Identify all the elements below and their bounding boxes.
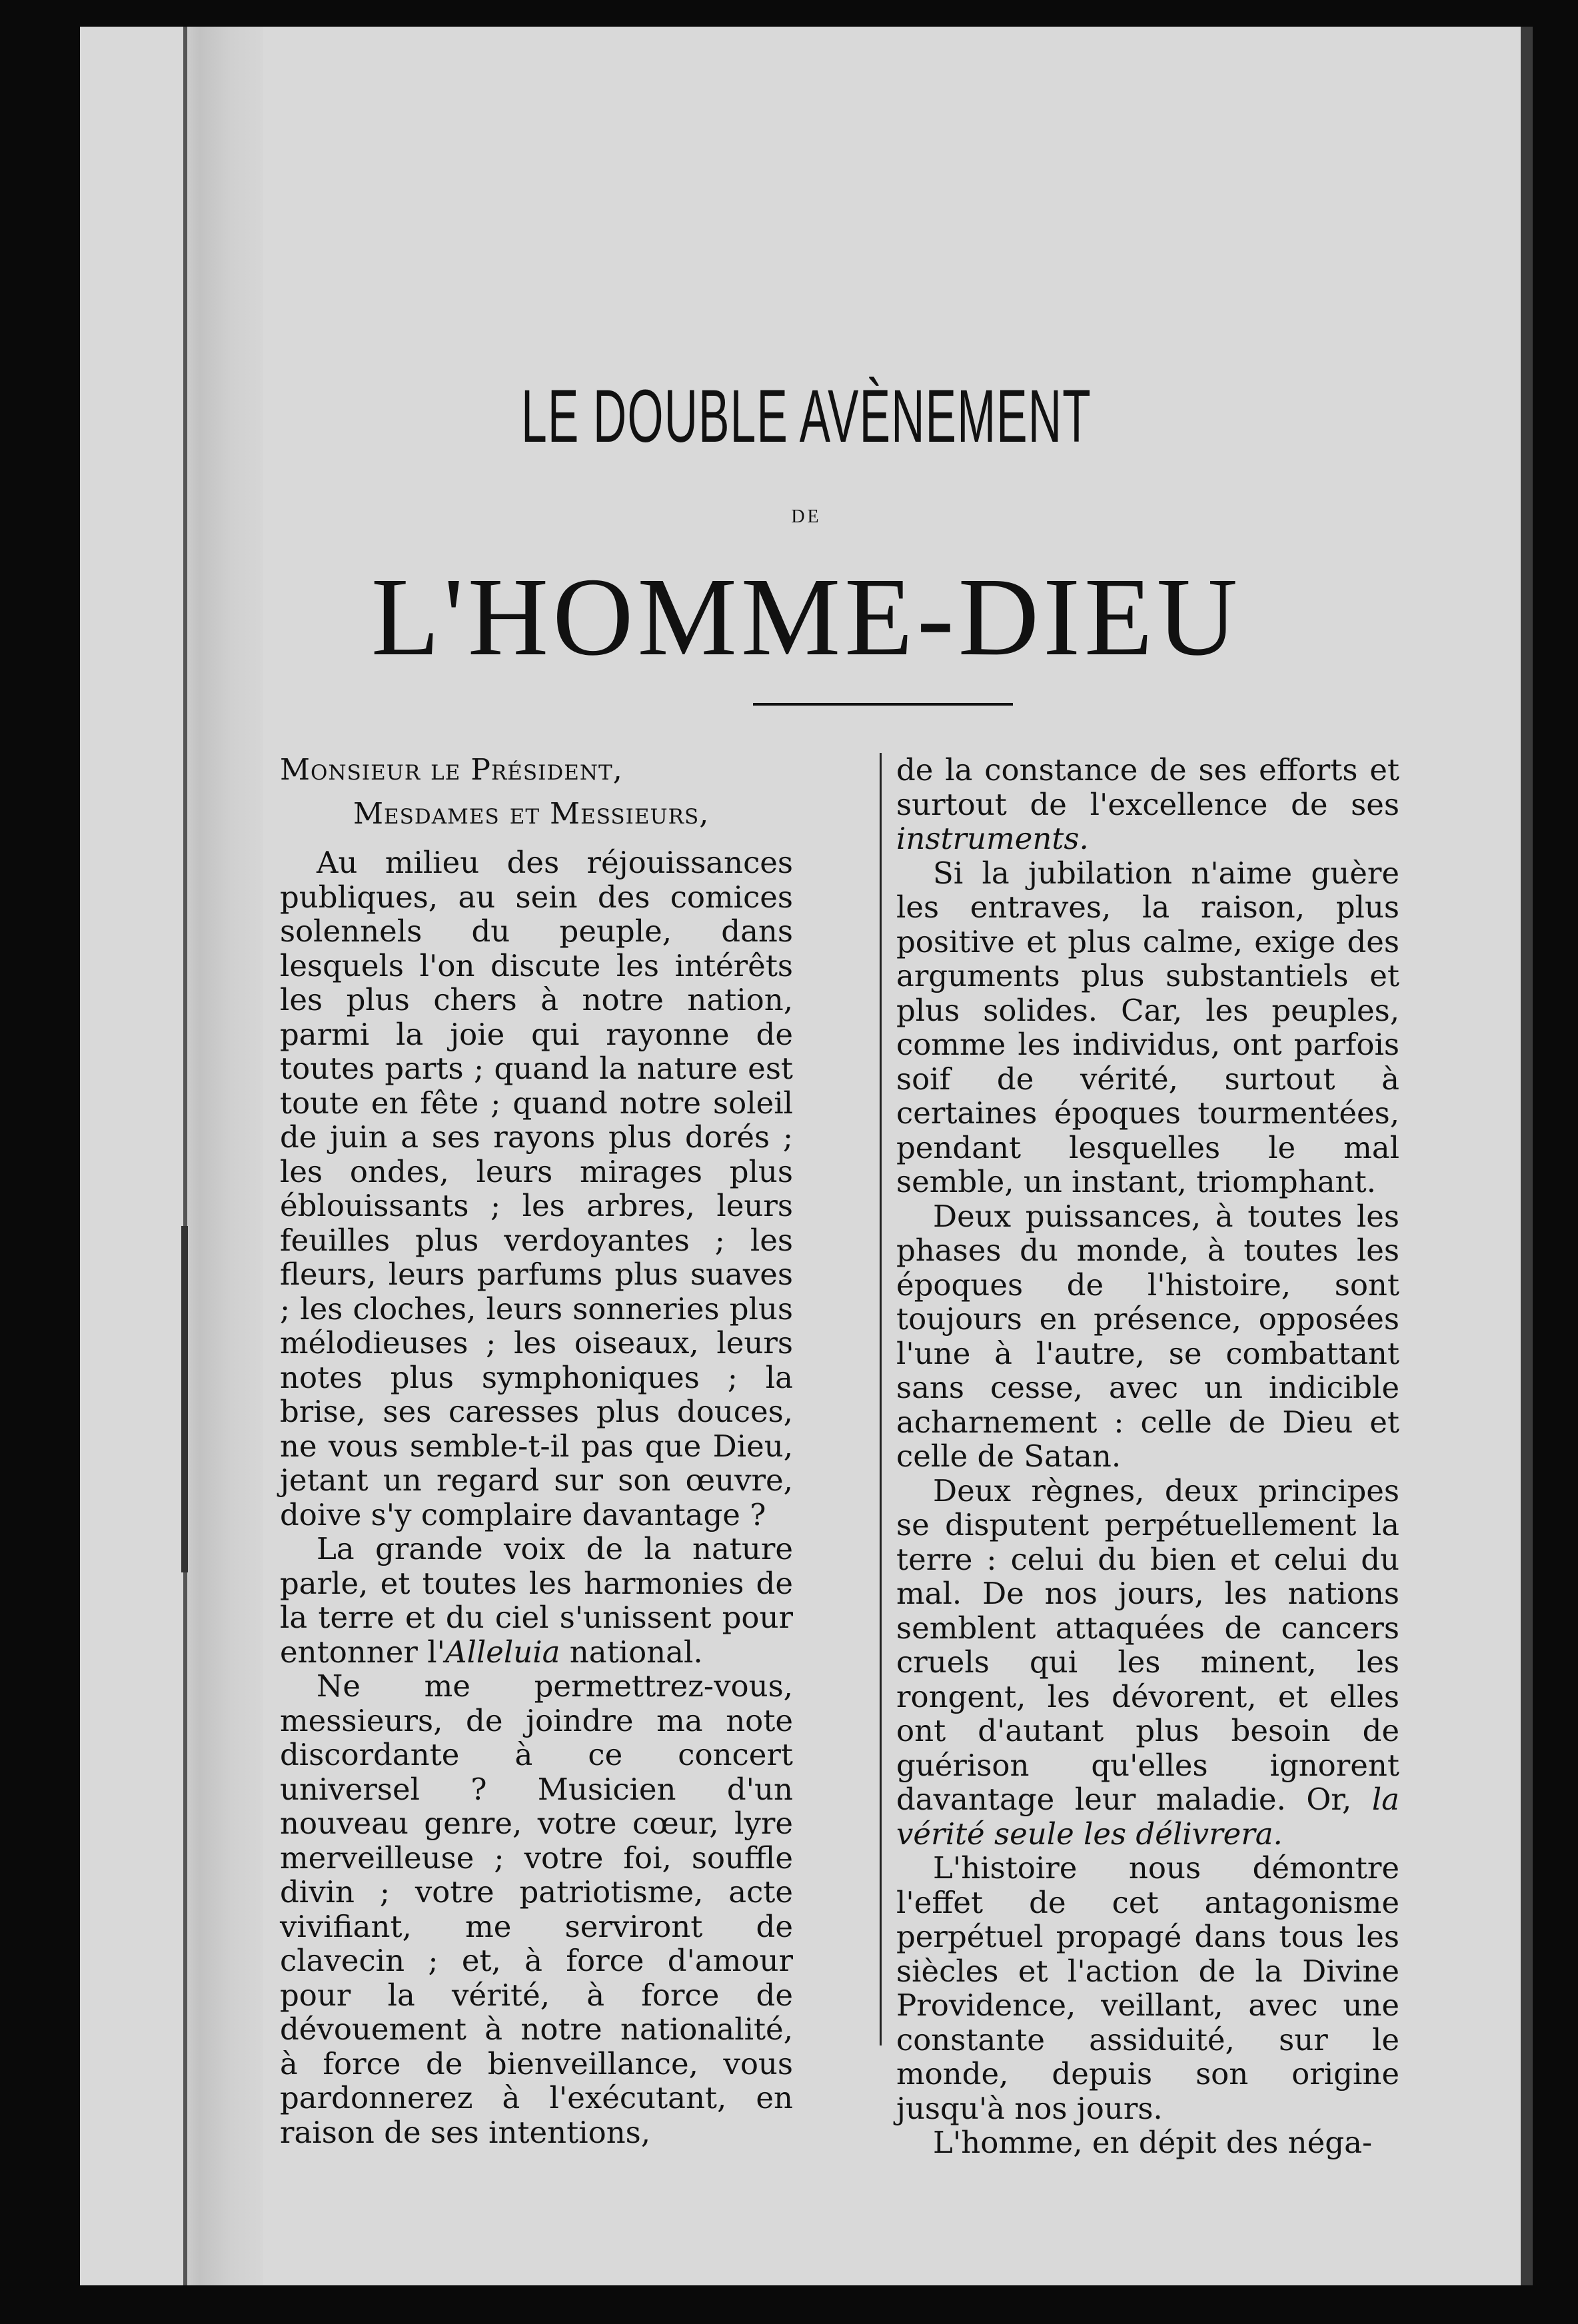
paragraph: Si la jubilation n'aime guère les entraves, la raison, plus positive et plus calme, exige des arguments plus substantiels et plus solides. Car, les peuples, comme les individus, ont parfois soif de vérité, surtout à certaines époques tourmentées, pendant lesquelles le mal semble, un instant, triomphant.	[896, 855, 1399, 1199]
paragraph: Deux puissances, à toutes les phases du monde, à toutes les époques de l'histoire, sont toujours en présence, opposées l'une à l'autre, se combattant sans cesse, avec un indicible acharnement : celle de Dieu et celle de Satan.	[896, 1198, 1399, 1474]
paragraph-continued	[896, 753, 1399, 856]
paragraph-text: Deux règnes, deux principes se disputent perpétuellement la terre : celui du bien et celui du mal. De nos jours, les nations semblent attaquées de cancers cruels qui les minent, les rongent, les dévorent, et elles ont d'autant plus besoin de guérison qu'elles ignorent davantage leur maladie. Or,	[896, 1472, 1399, 1817]
salutation-1: Monsieur le Président,	[280, 753, 623, 787]
title-rule	[753, 703, 1013, 706]
italic-word: instruments.	[896, 821, 1089, 856]
paragraph: L'homme, en dépit des néga-	[933, 2125, 1373, 2160]
paragraph-text: national.	[560, 1634, 703, 1670]
paragraph: Au milieu des réjouissances publiques, au sein des comices solennels du peuple, dans lesquels l'on discute les intérêts les plus chers à notre nation, parmi la joie qui rayonne de toutes parts ; quand la nature est toute en fête ; quand notre soleil de juin a ses rayons plus dorés ; les ondes, leurs mirages plus éblouissants ; les arbres, leurs feuilles plus verdoyantes ; les fleurs, leurs parfums plus suaves ; les cloches, leurs sonneries plus mélodieuses ; les oiseaux, leurs notes plus symphoniques ; la brise, ses caresses plus douces, ne vous semble-t-il pas que Dieu, jetant un regard sur son œuvre, doive s'y complaire davantage ?	[280, 845, 793, 1532]
italic-word: Alleluia	[444, 1634, 560, 1670]
title-connector: DE	[791, 506, 822, 527]
column-divider	[880, 753, 882, 2045]
paragraph	[896, 1474, 1399, 1852]
fold-line-dark	[181, 1226, 188, 1572]
title-line-2: L'HOMME-DIEU	[371, 555, 1242, 679]
document-page	[80, 27, 1533, 2285]
salutation-2: Mesdames et Messieurs,	[353, 796, 710, 831]
left-column	[280, 753, 793, 2149]
paragraph: L'histoire nous démontre l'effet de cet antagonisme perpétuel propagé dans tous les siècles et l'action de la Divine Providence, veillant, avec une constante assiduité, sur le monde, depuis son origine jusqu'à nos jours.	[896, 1850, 1399, 2126]
paragraph-text: La grande voix de la nature parle, et toutes les harmonies de la terre et du ciel s'unissent pour entonner l'	[280, 1531, 793, 1670]
italic-phrase: la vérité seule les délivrera.	[896, 1782, 1399, 1852]
paragraph-text: de la constance de ses efforts et surtout de l'excellence de ses	[896, 752, 1399, 822]
page-edge	[1521, 27, 1533, 2285]
page-fold-shadow	[183, 27, 263, 2285]
title-line-1: LE DOUBLE AVÈNEMENT	[521, 374, 1092, 458]
right-column	[896, 753, 1399, 2160]
paragraph	[280, 1532, 793, 1669]
fold-line	[183, 27, 187, 2285]
paragraph: Ne me permettrez-vous, messieurs, de joindre ma note discordante à ce concert universel ? Musicien d'un nouveau genre, votre cœur, lyre merveilleuse ; votre foi, souffle divin ; votre patriotisme, acte vivifiant, me serviront de clavecin ; et, à force d'amour pour la vérité, à force de dévouement à notre nationalité, à force de bienveillance, vous pardonnerez à l'exécutant, en raison de ses intentions,	[280, 1668, 793, 2150]
